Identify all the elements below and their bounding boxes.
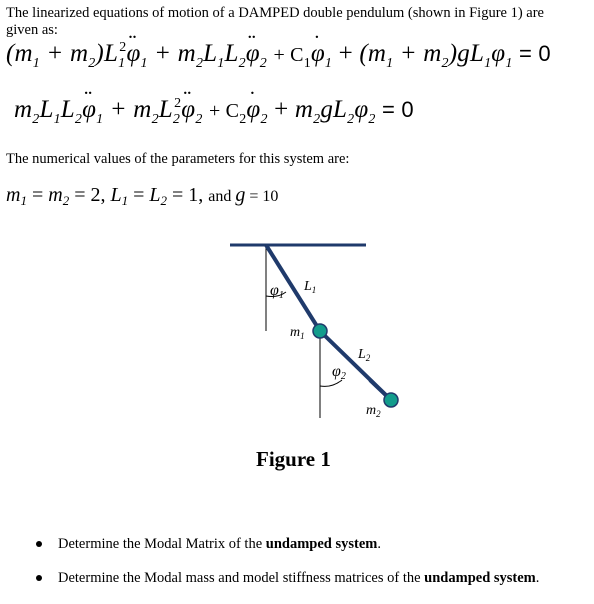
bullet-icon — [36, 575, 42, 581]
params-label: The numerical values of the parameters for this system are: — [6, 151, 350, 167]
phi2-label: φ2 — [332, 363, 346, 382]
mass-1 — [313, 324, 327, 338]
phi1-label: φ1 — [270, 282, 284, 301]
m1-label: $m_1$ — [290, 325, 305, 341]
double-pendulum-diagram — [220, 236, 380, 436]
list-item-text: Determine the Modal mass and model stiffness matrices of the undamped system. — [58, 570, 540, 586]
mass-2 — [384, 393, 398, 407]
list-item-text: Determine the Modal Matrix of the undamped system. — [58, 536, 381, 552]
m2-label: $m_2$ — [366, 403, 381, 419]
pendulum-lower-mass — [370, 380, 410, 420]
angle-arc-2 — [320, 380, 342, 386]
equation-2: $m_2L_1L_2$.. $\varphi_1 + m_2L_2^2$.. $\varphi_2 + C_2$. $\varphi_2 + m_2gL_2\varphi_2 = 0$ — [14, 96, 414, 128]
L1-label: $L_1$ — [304, 279, 317, 295]
equation-1: $(m_1 + m_2)L_1^2$.. $\varphi_1 + m_2L_1L_2$.. $\varphi_2 + C_1$. $\varphi_1 + (m_1 + m_2)gL_1\varphi_1 = 0$ — [6, 40, 551, 72]
parameter-values: $m_1 = m_2 = 2$, $L_1 = L_2 = 1$, and g = 10 — [6, 184, 279, 208]
figure-caption: Figure 1 — [256, 447, 331, 471]
L2-label: $L_2$ — [358, 347, 371, 363]
bullet-icon — [36, 541, 42, 547]
intro-text: The linearized equations of motion of a DAMPED double pendulum (shown in Figure 1) are given as: — [6, 5, 544, 38]
